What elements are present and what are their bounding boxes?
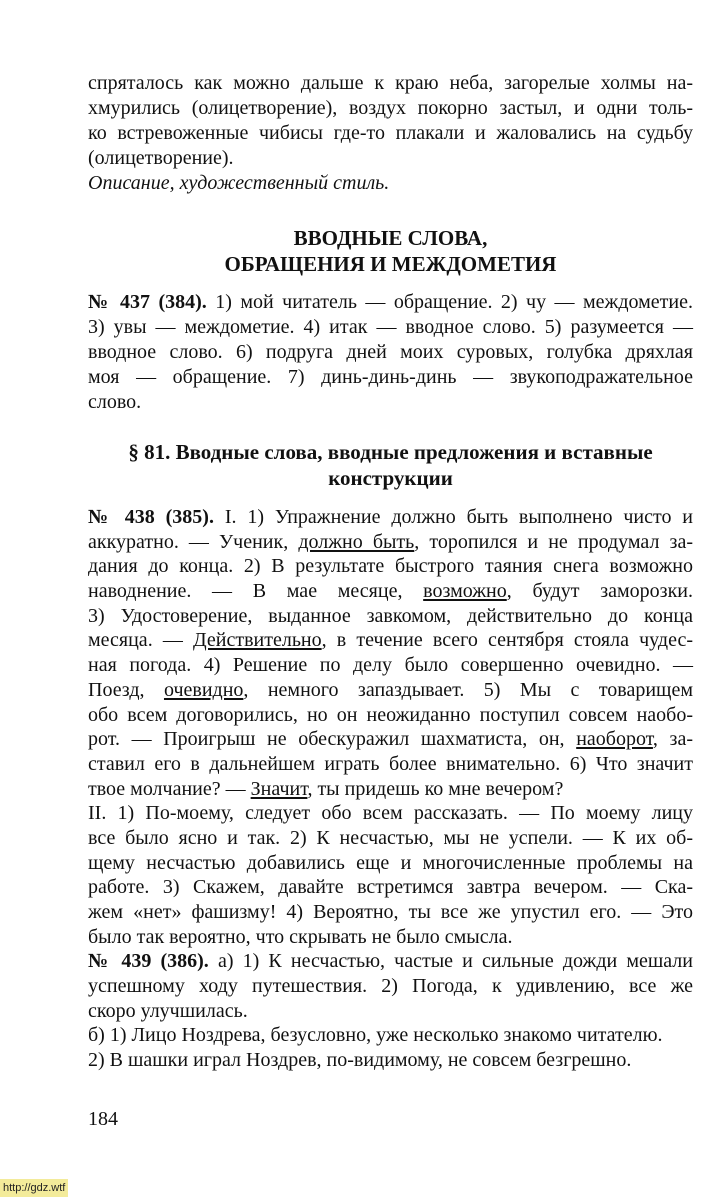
text-segment: , будут заморозки. bbox=[506, 580, 693, 603]
text-line bbox=[88, 121, 693, 146]
text-segment: б) 1) Лицо Ноздрева, безусловно, уже несколько знакомо читателю. bbox=[88, 1024, 663, 1047]
text-segment: , ты придешь ко мне вечером? bbox=[307, 777, 564, 800]
text-segment: моя — обращение. 7) динь-динь-динь — звукоподражательное bbox=[88, 366, 693, 388]
text-segment: 3) увы — междометие. 4) итак — вводное слово. 5) разумеется — bbox=[88, 316, 693, 338]
text-line bbox=[88, 146, 693, 171]
text-segment: , торопился и не продумал за- bbox=[414, 530, 693, 553]
text-line bbox=[88, 703, 693, 728]
text-segment: дания до конца. 2) В результате быстрого таяния снега возможно bbox=[88, 555, 693, 578]
text-line bbox=[88, 225, 693, 251]
text-segment: , за- bbox=[652, 728, 693, 751]
text-line bbox=[88, 579, 693, 604]
text-line bbox=[88, 678, 693, 703]
text-segment: II. 1) По-моему, следует обо всем рассказать. — По моему лицу bbox=[88, 802, 693, 825]
section-heading bbox=[88, 439, 693, 491]
text-segment: ная погода. 4) Решение по делу было совершенно очевидно. — bbox=[88, 654, 693, 677]
text-segment: Поезд, bbox=[88, 678, 164, 701]
text-line bbox=[88, 826, 693, 851]
text-segment: 1) мой читатель — обращение. 2) чу — междометие. bbox=[206, 291, 693, 313]
text-segment: конструкции bbox=[328, 466, 453, 490]
text-segment: I. 1) Упражнение должно быть выполнено чисто и bbox=[213, 506, 694, 528]
text-line bbox=[88, 851, 693, 876]
text-segment: жем «нет» фашизму! 4) Вероятно, ты все же упустил его. — Это bbox=[88, 901, 693, 923]
exercise-number: № 437 (384). bbox=[88, 291, 207, 313]
text-line bbox=[88, 530, 693, 555]
text-line bbox=[88, 465, 693, 491]
text-segment: 2) В шашки играл Ноздрев, по-видимому, не совсем безгрешно. bbox=[88, 1049, 632, 1072]
text-line bbox=[88, 949, 693, 974]
text-line bbox=[88, 365, 693, 390]
text-segment: вводное слово. 6) подруга дней моих суровых, голубка дряхлая bbox=[88, 341, 693, 363]
text-segment: ставил его в дальнейшем играть более внимательно. 6) Что значит bbox=[88, 752, 693, 775]
text-line bbox=[88, 727, 693, 752]
watermark-link[interactable]: http://gdz.wtf bbox=[0, 1179, 68, 1197]
text-line bbox=[88, 777, 693, 802]
text-segment: наводнение. — В мае месяце, bbox=[88, 580, 424, 603]
exercises-438-439 bbox=[88, 505, 693, 1073]
text-segment: хмурились (олицетворение), воздух покорно застыл, и одни толь- bbox=[88, 97, 693, 119]
text-line bbox=[88, 71, 693, 96]
text-segment: , в течение всего сентября стояла чудес- bbox=[321, 629, 693, 652]
exercise-number: № 438 (385). bbox=[88, 506, 214, 528]
text-segment: скоро улучшилась. bbox=[88, 999, 248, 1022]
text-line bbox=[88, 390, 693, 415]
text-segment: , немного запаздывает. 5) Мы с товарищем bbox=[243, 678, 693, 701]
exercise-number: № 439 (386). bbox=[88, 950, 209, 973]
underlined-word: Действительно bbox=[192, 629, 322, 652]
text-segment: ВВОДНЫЕ СЛОВА, bbox=[293, 226, 488, 250]
text-segment: обо всем договорились, но он неожиданно поступил совсем наобо- bbox=[88, 703, 693, 726]
text-line bbox=[88, 439, 693, 465]
text-line bbox=[88, 653, 693, 678]
text-line bbox=[88, 999, 693, 1024]
chapter-heading bbox=[88, 225, 693, 277]
text-line bbox=[88, 96, 693, 121]
text-line bbox=[88, 1023, 693, 1048]
exercise-437 bbox=[88, 290, 693, 415]
underlined-word: должно быть bbox=[298, 530, 415, 553]
text-line bbox=[88, 554, 693, 579]
text-segment: работе. 3) Скажем, давайте встретимся завтра вечером. — Ска- bbox=[88, 876, 693, 899]
text-segment: ОБРАЩЕНИЯ И МЕЖДОМЕТИЯ bbox=[224, 252, 557, 276]
text-line bbox=[88, 315, 693, 340]
text-line bbox=[88, 801, 693, 826]
intro-paragraph bbox=[88, 71, 693, 196]
text-line bbox=[88, 251, 693, 277]
text-segment: месяца. — bbox=[88, 629, 193, 652]
text-segment: § 81. Вводные слова, вводные предложения и вставные bbox=[128, 440, 653, 464]
text-segment: (олицетворение). bbox=[88, 147, 234, 169]
text-segment: ко встревоженные чибисы где-то плакали и жаловались на судьбу bbox=[88, 122, 693, 144]
text-segment: щему несчастью добавились еще и многочисленные проблемы на bbox=[88, 851, 693, 874]
text-segment: было так вероятно, что скрывать не было смысла. bbox=[88, 925, 513, 948]
text-line bbox=[88, 628, 693, 653]
underlined-word: наоборот bbox=[576, 728, 653, 751]
text-segment: аккуратно. — Ученик, bbox=[88, 530, 299, 553]
text-line bbox=[88, 340, 693, 365]
text-line bbox=[88, 171, 693, 196]
underlined-word: очевидно bbox=[163, 678, 244, 701]
text-segment: успешному ходу путешествия. 2) Погода, к удивлению, все же bbox=[88, 975, 693, 998]
text-line bbox=[88, 505, 693, 530]
text-line bbox=[88, 974, 693, 999]
text-line bbox=[88, 1048, 693, 1073]
text-segment: слово. bbox=[88, 391, 142, 413]
italic-note: Описание, художественный стиль. bbox=[88, 172, 390, 194]
text-line bbox=[88, 925, 693, 950]
text-segment: спряталось как можно дальше к краю неба, загорелые холмы на- bbox=[88, 72, 693, 94]
text-line bbox=[88, 900, 693, 925]
text-segment: твое молчание? — bbox=[88, 777, 251, 800]
page-number: 184 bbox=[88, 1108, 118, 1130]
text-segment: рот. — Проигрыш не обескуражил шахматиста, он, bbox=[88, 728, 577, 751]
text-segment: 3) Удостоверение, выданное завкомом, действительно до конца bbox=[88, 604, 693, 627]
underlined-word: возможно bbox=[423, 580, 507, 603]
text-line bbox=[88, 290, 693, 315]
text-line bbox=[88, 752, 693, 777]
text-line bbox=[88, 604, 693, 629]
text-segment: все было ясно и так. 2) К несчастью, мы не успели. — К их об- bbox=[88, 826, 693, 849]
text-line bbox=[88, 875, 693, 900]
underlined-word: Значит bbox=[250, 777, 308, 800]
text-segment: а) 1) К несчастью, частые и сильные дожди мешали bbox=[208, 950, 693, 973]
